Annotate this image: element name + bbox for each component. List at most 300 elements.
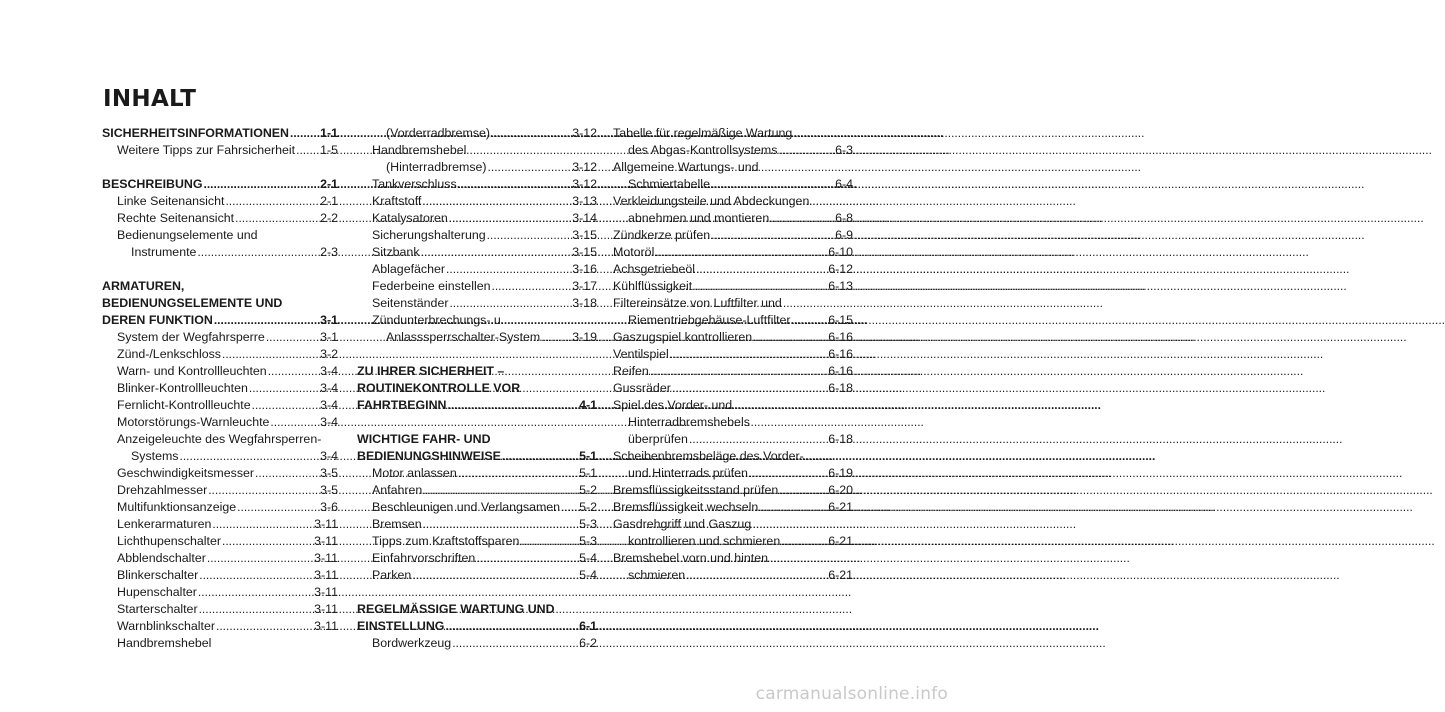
toc-entry-title: Systems [131,449,179,463]
toc-entry [102,584,338,601]
toc-entry-page: 3-19 [572,330,597,344]
toc-entry-page: 6-13 [828,279,853,293]
toc-entry [613,346,853,363]
toc-entry-title: (Vorderradbremse) [386,126,490,140]
toc-entry [357,397,597,414]
toc-entry-page: 6-2 [579,636,597,650]
toc-entry [102,295,338,312]
toc-entry [357,125,597,142]
toc-entry-title: Verkleidungsteile und Abdeckungen [613,194,810,208]
toc-entry-page: 5-2 [579,500,597,514]
toc-entry-page: 6-21 [828,568,853,582]
toc-entry-page: 6-20 [828,483,853,497]
dot-leader [693,278,827,295]
toc-entry-title: Abblendschalter [117,551,206,565]
toc-entry-title: Parken [372,568,412,582]
toc-entry-page: 3-12 [572,177,597,191]
toc-entry [613,397,853,414]
toc-entry-title: Katalysatoren [372,211,448,225]
dot-leader [711,176,834,193]
toc-entry-title: Kühlflüssigkeit [613,279,693,293]
dot-leader [249,380,319,397]
toc-entry [613,516,853,533]
toc-entry [613,312,853,329]
dot-leader [502,448,578,465]
dot-leader [448,397,579,414]
toc-entry-page: 5-4 [579,551,597,565]
toc-entry-title: Instrumente [131,245,197,259]
watermark: carmanualsonline.info [755,684,948,704]
toc-entry-title: Filtereinsätze von Luftfilter und [613,296,782,310]
toc-entry [613,295,853,312]
toc-entry-title: Linke Seitenansicht [117,194,225,208]
toc-entry-page: 6-4 [835,177,853,191]
toc-entry [613,193,853,210]
toc-entry-title: Sicherungshalterung [372,228,486,242]
toc-entry-title: Motoröl [613,245,655,259]
toc-entry-title: Drehzahlmesser [117,483,208,497]
toc-entry-title: Reifen [613,364,649,378]
dot-leader [778,142,834,159]
toc-entry-page: 6-18 [828,432,853,446]
toc-entry [357,329,597,346]
toc-entry [613,125,853,142]
toc-entry-title: (Hinterradbremse) [386,160,487,174]
toc-entry-title: Motor anlassen [372,466,457,480]
toc-entry [357,159,597,176]
toc-entry-title: Handbremshebel [117,636,212,650]
toc-entry-page: 3-17 [572,279,597,293]
toc-entry [102,550,338,567]
toc-entry-page: 2-2 [320,211,338,225]
toc-entry [613,176,853,193]
toc-entry [357,431,597,448]
dot-leader [458,465,578,482]
dot-leader [270,414,319,431]
toc-entry [102,431,338,448]
toc-entry [357,618,597,635]
toc-entry [102,363,338,380]
dot-leader [207,550,313,567]
toc-entry [613,278,853,295]
toc-entry-title: Tabelle für regelmäßige Wartung [613,126,793,140]
dot-leader [561,499,578,516]
toc-entry-title: und Hinterrads prüfen [628,466,748,480]
dot-leader [445,618,578,635]
toc-entry [357,499,597,516]
toc-entry [102,601,338,618]
dot-leader [689,431,827,448]
toc-entry [357,312,597,329]
toc-entry-title: Multifunktionsanzeige [117,500,237,514]
toc-entry [613,567,853,584]
toc-entry-title: Blinker-Kontrollleuchten [117,381,248,395]
dot-leader [255,465,319,482]
toc-entry [102,125,338,142]
toc-entry-page: 6-21 [828,534,853,548]
toc-entry [357,193,597,210]
toc-entry-page: 5-4 [579,568,597,582]
toc-column-2 [357,125,597,652]
dot-leader [421,244,572,261]
toc-entry-title: Gussräder [613,381,671,395]
dot-leader [749,465,827,482]
toc-entry-page: 6-1 [579,619,597,633]
toc-entry-page: 3-4 [320,381,338,395]
toc-entry [357,227,597,244]
toc-entry-page: 5-1 [579,449,597,463]
toc-entry [102,210,338,227]
toc-entry [357,601,597,618]
dot-leader [252,397,319,414]
toc-entry [613,329,853,346]
toc-entry-title: Motorstörungs-Warnleuchte [117,415,270,429]
toc-entry [613,465,853,482]
toc-entry [102,329,338,346]
toc-entry-page: 3-11 [314,534,338,548]
toc-entry-page: 2-1 [320,177,338,191]
toc-entry-title: ROUTINEKONTROLLE VOR [357,381,521,395]
toc-entry-page: 6-18 [828,381,853,395]
toc-entry [613,261,853,278]
toc-entry-title: schmieren [628,568,686,582]
toc-entry-title: FAHRTBEGINN [357,398,447,412]
toc-entry-page: 3-15 [572,228,597,242]
dot-leader [520,533,578,550]
toc-entry-page: 6-15 [828,313,853,327]
toc-entry [357,210,597,227]
toc-entry-title: Seitenständer [372,296,449,310]
dot-leader [458,176,571,193]
toc-entry-title: DEREN FUNKTION [102,313,213,327]
dot-leader [449,295,571,312]
toc-entry [357,261,597,278]
toc-entry-page: 3-11 [314,568,338,582]
toc-entry-page: 6-12 [828,262,853,276]
toc-entry-title: Spiel des Vorder- und [613,398,733,412]
toc-entry [613,159,853,176]
toc-entry [613,380,853,397]
dot-leader [792,312,828,329]
dot-leader [449,210,571,227]
toc-entry-page: 3-6 [320,500,338,514]
toc-entry-title: Tankverschluss [372,177,457,191]
toc-entry-title: Hupenschalter [117,585,197,599]
toc-entry-title: Gaszugspiel kontrollieren [613,330,753,344]
toc-entry-title: EINSTELLUNG [357,619,445,633]
toc-entry-page: 3-1 [320,330,338,344]
dot-leader [180,448,320,465]
toc-entry-title: Federbeine einstellen [372,279,491,293]
toc-entry-title: Ablagefächer [372,262,446,276]
toc-entry-page: 5-2 [579,483,597,497]
toc-entry-title: REGELMÄSSIGE WARTUNG UND [357,602,555,616]
dot-leader [491,278,571,295]
toc-entry-title: Bordwerkzeug [372,636,452,650]
toc-entry [102,635,338,652]
toc-entry [613,499,853,516]
toc-entry-title: Ventilspiel [613,347,669,361]
toc-entry [102,414,338,431]
dot-leader [208,482,319,499]
toc-entry-title: Bremshebel vorn und hinten [613,551,768,565]
dot-leader [212,516,313,533]
toc-entry-page: 3-4 [320,449,338,463]
toc-entry [357,142,597,159]
toc-entry [102,244,338,261]
toc-entry-title: Sitzbank [372,245,420,259]
toc-entry-page: 1-5 [320,143,338,157]
toc-entry [102,516,338,533]
dot-leader [541,329,571,346]
toc-entry-title: BEDIENUNGSELEMENTE UND [102,296,283,310]
toc-entry-title: BEDIENUNGSHINWEISE [357,449,501,463]
toc-entry-page: 6-8 [835,211,853,225]
toc-entry-page: 3-5 [320,466,338,480]
toc-entry [357,448,597,465]
dot-leader [696,261,827,278]
toc-entry-title: Bedienungselemente und [117,228,258,242]
toc-entry-page: 3-11 [314,517,338,531]
toc-entry-page: 6-16 [828,347,853,361]
toc-entry-title: ZU IHRER SICHERHEIT – [357,364,505,378]
toc-entry-title: Fernlicht-Kontrollleuchte [117,398,251,412]
toc-entry [102,465,338,482]
toc-entry-title: Gasdrehgriff und Gaszug [613,517,752,531]
dot-leader [711,227,834,244]
dot-leader [650,363,827,380]
toc-entry [102,618,338,635]
toc-entry [357,278,597,295]
dot-leader [423,482,578,499]
toc-entry-page: 2-1 [320,194,338,208]
toc-entry [357,533,597,550]
toc-entry-page: 6-16 [828,330,853,344]
toc-entry [613,448,853,465]
toc-entry-page: 3-4 [320,415,338,429]
toc-entry-title: abnehmen und montieren [628,211,770,225]
toc-entry-page: 6-21 [828,500,853,514]
toc-entry-title: Bremsen [372,517,422,531]
dot-leader [491,125,571,142]
toc-entry-title: Lichthupenschalter [117,534,222,548]
dot-leader [199,601,314,618]
dot-leader [412,567,578,584]
toc-entry [102,346,338,363]
toc-entry-title: ARMATUREN, [102,279,185,293]
toc-entry-title: Beschleunigen und Verlangsamen [372,500,561,514]
dot-leader [753,329,827,346]
toc-entry-title: Hinterradbremshebels [628,415,750,429]
dot-leader [268,363,319,380]
toc-entry-page: 5-1 [579,466,597,480]
dot-leader [290,125,319,142]
toc-entry [357,363,597,380]
toc-entry-page: 3-2 [320,347,338,361]
dot-leader [423,516,578,533]
toc-entry [102,499,338,516]
toc-entry-page: 4-1 [579,398,597,412]
toc-entry-page: 3-13 [572,194,597,208]
toc-entry [357,567,597,584]
dot-leader [476,550,578,567]
toc-entry-title: Geschwindigkeitsmesser [117,466,255,480]
toc-entry-title: Scheibenbremsbeläge des Vorder- [613,449,804,463]
dot-leader [266,329,319,346]
toc-entry-title: Handbremshebel [372,143,467,157]
toc-entry-title: Einfahrvorschriften [372,551,476,565]
dot-leader [296,142,319,159]
dot-leader [422,193,571,210]
toc-entry [102,142,338,159]
toc-column-3 [613,125,853,584]
toc-entry-title: Bremsflüssigkeit wechseln [613,500,759,514]
toc-entry [613,363,853,380]
dot-leader [672,380,827,397]
dot-leader [779,482,827,499]
dot-leader [446,261,571,278]
dot-leader [216,618,313,635]
dot-leader [235,210,319,227]
toc-entry-title: Tipps zum Kraftstoffsparen [372,534,520,548]
toc-entry [357,244,597,261]
toc-entry [102,567,338,584]
dot-leader [487,227,572,244]
toc-entry [613,210,853,227]
toc-entry-title: Allgemeine Wartungs- und [613,160,759,174]
toc-entry [613,482,853,499]
toc-entry-page: 3-12 [572,160,597,174]
toc-entry-title: Weitere Tipps zur Fahrsicherheit [117,143,296,157]
toc-entry [357,635,597,652]
dot-leader [670,346,827,363]
toc-entry-page: 5-3 [579,534,597,548]
toc-entry [357,176,597,193]
toc-entry [613,431,853,448]
dot-leader [237,499,319,516]
toc-entry-page: 3-16 [572,262,597,276]
toc-entry-page: 3-12 [572,126,597,140]
toc-entry [613,227,853,244]
toc-entry-page: 3-15 [572,245,597,259]
toc-entry-page: 3-4 [320,398,338,412]
toc-entry [102,482,338,499]
toc-entry [613,550,853,567]
dot-leader [655,244,827,261]
dot-leader [686,567,827,584]
dot-leader [214,312,319,329]
toc-entry-title: System der Wegfahrsperre [117,330,265,344]
toc-entry-title: Warnblinkschalter [117,619,216,633]
toc-entry-title: WICHTIGE FAHR- UND [357,432,491,446]
dot-leader [225,193,319,210]
toc-entry-page: 1-1 [320,126,338,140]
dot-leader [222,346,319,363]
toc-entry-title: BESCHREIBUNG [102,177,203,191]
toc-column-1 [102,125,338,652]
toc-entry-title: Bremsflüssigkeitsstand prüfen [613,483,779,497]
toc-entry-page: 3-11 [314,602,338,616]
toc-entry-page: 6-9 [835,228,853,242]
toc-entry [102,193,338,210]
toc-entry [357,482,597,499]
toc-entry-title: Blinkerschalter [117,568,199,582]
dot-leader [759,499,827,516]
toc-entry-title: Zündunterbrechungs- u. [372,313,505,327]
dot-leader [770,210,834,227]
toc-entry [357,295,597,312]
toc-entry [102,397,338,414]
toc-entry-page: 5-3 [579,517,597,531]
toc-entry [613,533,853,550]
dot-leader [198,584,313,601]
toc-entry-title: Zündkerze prüfen [613,228,711,242]
toc-entry-page: 3-11 [314,551,338,565]
dot-leader [452,635,578,652]
toc-entry [613,142,853,159]
toc-entry [357,516,597,533]
toc-entry-title: kontrollieren und schmieren [628,534,781,548]
toc-entry-title: Achsgetriebeöl [613,262,695,276]
toc-entry-page: 6-10 [828,245,853,259]
toc-entry [102,448,338,465]
toc-entry [102,312,338,329]
toc-entry-page: 3-18 [572,296,597,310]
toc-entry [102,533,338,550]
toc-entry [613,414,853,431]
toc-entry [102,176,338,193]
toc-entry-page: 3-11 [314,585,338,599]
toc-entry [102,227,338,244]
dot-leader [222,533,313,550]
toc-entry-title: SICHERHEITSINFORMATIONEN [102,126,290,140]
toc-entry-title: Anlasssperrschalter-System [386,330,541,344]
dot-leader [197,244,319,261]
dot-leader [204,176,320,193]
toc-entry [102,278,338,295]
toc-entry [613,244,853,261]
toc-entry-page: 3-14 [572,211,597,225]
dot-leader [781,533,827,550]
toc-entry-title: Anfahren [372,483,423,497]
toc-entry-page: 3-5 [320,483,338,497]
toc-entry-page: 6-3 [835,143,853,157]
dot-leader [199,567,313,584]
toc-entry-title: Lenkerarmaturen [117,517,212,531]
toc-entry-page: 3-11 [314,619,338,633]
toc-entry-title: des Abgas-Kontrollsystems [628,143,778,157]
toc-entry-title: Rechte Seitenansicht [117,211,235,225]
toc-entry-title: Warn- und Kontrollleuchten [117,364,267,378]
toc-entry-title: überprüfen [628,432,688,446]
toc-entry-page: 3-1 [320,313,338,327]
toc-entry-page: 3-4 [320,364,338,378]
toc-entry-title: Starterschalter [117,602,198,616]
dot-leader [488,159,572,176]
toc-entry-title: Riementriebgehäuse-Luftfilter [628,313,791,327]
toc-entry-title: Schmiertabelle [628,177,710,191]
page-title: INHALT [103,86,197,112]
toc-entry [357,380,597,397]
toc-entry [357,465,597,482]
toc-entry [357,550,597,567]
toc-entry-title: Anzeigeleuchte des Wegfahrsperren- [117,432,322,446]
toc-entry-page: 2-3 [320,245,338,259]
toc-entry-page: 6-16 [828,364,853,378]
toc-entry-page: 6-19 [828,466,853,480]
toc-entry [102,380,338,397]
toc-entry-title: Kraftstoff [372,194,422,208]
